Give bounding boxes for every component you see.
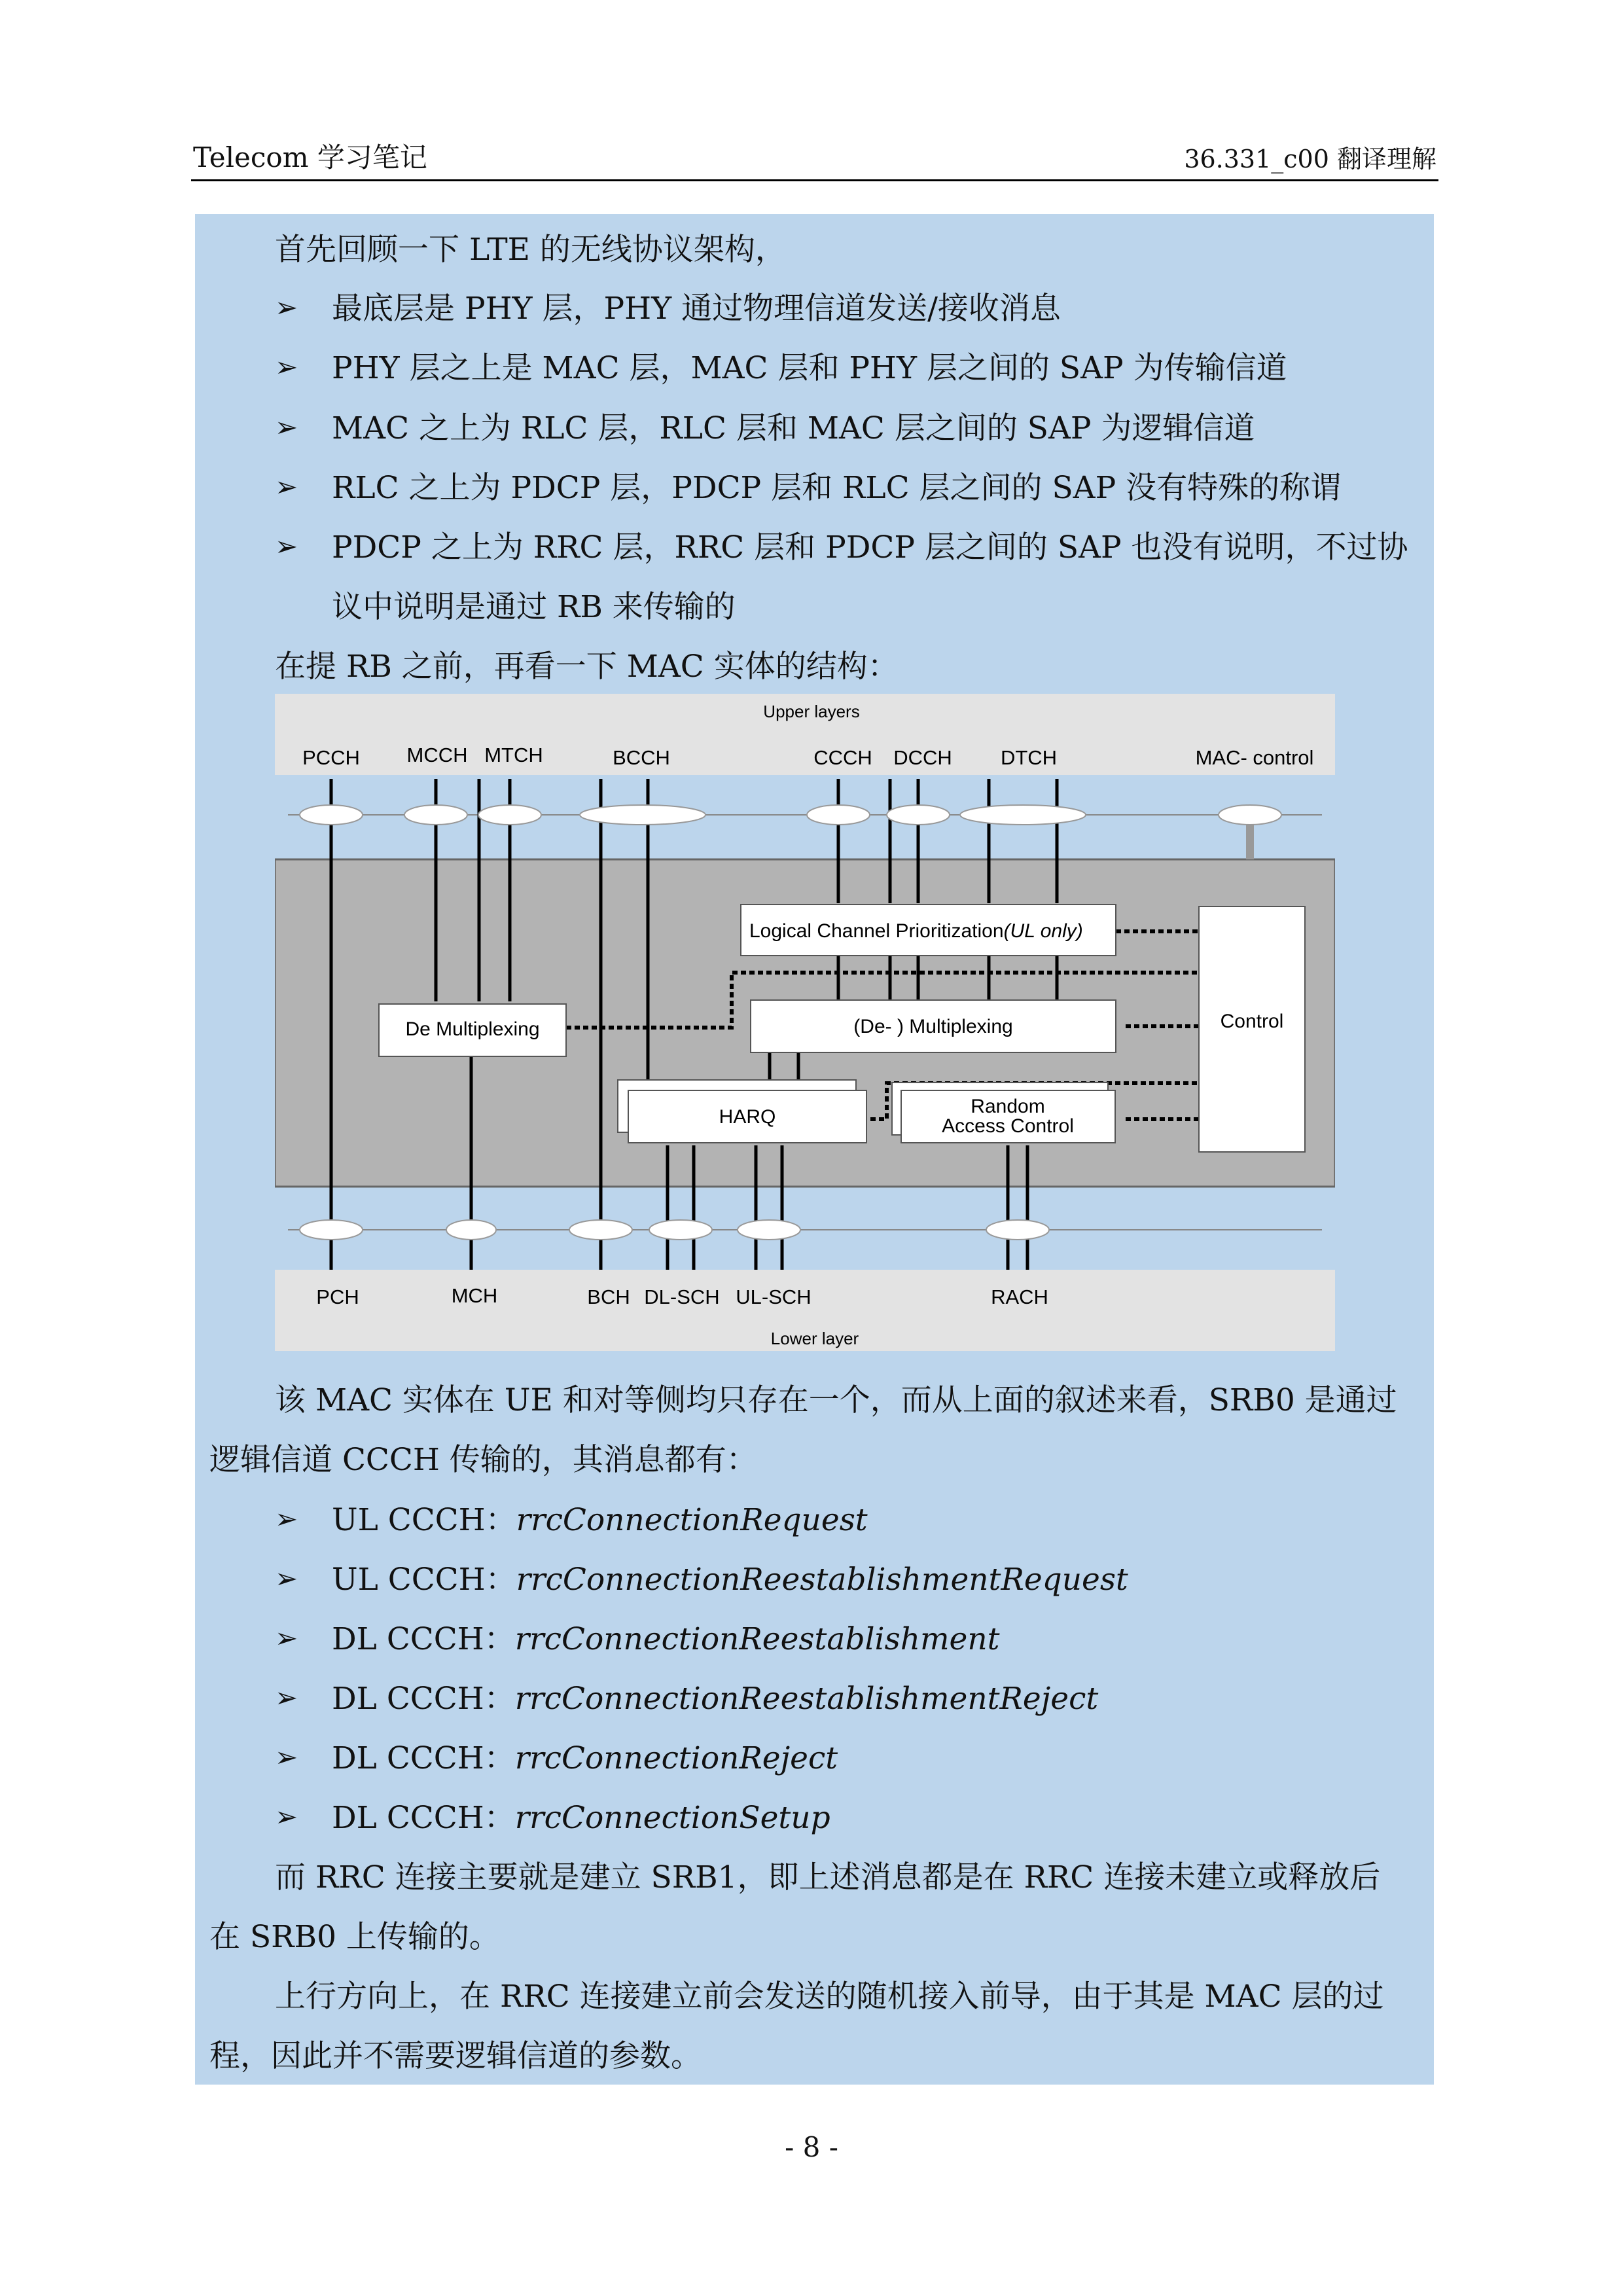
channel-bch: BCH [587, 1285, 630, 1308]
bullet-arrow-icon: ➢ [275, 1503, 298, 1535]
channel-dtch: DTCH [1000, 746, 1058, 769]
channel-dcch: DCCH [893, 746, 952, 769]
before-diagram-text: 在提 RB 之前，再看一下 MAC 实体的结构： [275, 649, 899, 685]
channel-pcch: PCCH [302, 746, 360, 769]
bullet-5: PDCP 之上为 RRC 层，RRC 层和 PDCP 层之间的 SAP 也没有说明，不过协 [332, 529, 1408, 565]
channel-bcch: BCCH [613, 746, 670, 769]
header-right: 36.331_c00 翻译理解 [1184, 145, 1436, 173]
ra-label-line2: Access Control [942, 1115, 1074, 1137]
channel-mcch: MCCH [406, 744, 468, 766]
lcp-label: Logical Channel Prioritization(UL only) [749, 920, 1083, 942]
message-item: UL CCCH：rrcConnectionRequest [332, 1502, 868, 1538]
channel-ccch: CCCH [813, 746, 872, 769]
bullet-arrow-icon: ➢ [275, 471, 298, 503]
bullet-2: PHY 层之上是 MAC 层，MAC 层和 PHY 层之间的 SAP 为传输信道 [332, 350, 1287, 386]
message-item: UL CCCH：rrcConnectionReestablishmentRequest [332, 1562, 1128, 1598]
channel-mtch: MTCH [484, 744, 543, 766]
demux-label: De Multiplexing [405, 1018, 540, 1040]
mux-label: (De- ) Multiplexing [853, 1016, 1013, 1037]
page-number: - 8 - [785, 2131, 838, 2163]
para1-line2: 逻辑信道 CCCH 传输的，其消息都有： [209, 1442, 757, 1478]
bullet-arrow-icon: ➢ [275, 1801, 298, 1833]
para3-line2: 程，因此并不需要逻辑信道的参数。 [209, 2038, 702, 2074]
para2-line2: 在 SRB0 上传输的。 [209, 1919, 500, 1955]
channel-pch: PCH [316, 1285, 359, 1308]
bullet-arrow-icon: ➢ [275, 1622, 298, 1654]
bullet-arrow-icon: ➢ [275, 530, 298, 562]
para1-line1: 该 MAC 实体在 UE 和对等侧均只存在一个，而从上面的叙述来看，SRB0 是通过 [275, 1382, 1397, 1418]
control-label: Control [1220, 1011, 1284, 1032]
bullet-arrow-icon: ➢ [275, 291, 298, 323]
mac-structure-diagram [275, 694, 1335, 1352]
channel-ul-sch: UL-SCH [736, 1285, 812, 1308]
bullet-5-continued: 议中说明是通过 RB 来传输的 [332, 589, 736, 625]
para2-line1: 而 RRC 连接主要就是建立 SRB1，即上述消息都是在 RRC 连接未建立或释放后 [275, 1859, 1381, 1895]
bullet-3: MAC 之上为 RLC 层，RLC 层和 MAC 层之间的 SAP 为逻辑信道 [332, 410, 1255, 446]
bullet-4: RLC 之上为 PDCP 层，PDCP 层和 RLC 层之间的 SAP 没有特殊的称谓 [332, 470, 1342, 506]
para3-line1: 上行方向上，在 RRC 连接建立前会发送的随机接入前导，由于其是 MAC 层的过 [275, 1979, 1384, 2015]
intro-text: 首先回顾一下 LTE 的无线协议架构， [275, 232, 786, 268]
channel-mch: MCH [451, 1284, 498, 1307]
bullet-arrow-icon: ➢ [275, 351, 298, 383]
message-item: DL CCCH：rrcConnectionReestablishmentReject [332, 1681, 1099, 1717]
bullet-arrow-icon: ➢ [275, 1681, 298, 1713]
header-left: Telecom 学习笔记 [193, 141, 427, 173]
message-item: DL CCCH：rrcConnectionReestablishment [332, 1621, 1000, 1657]
bullet-arrow-icon: ➢ [275, 1562, 298, 1594]
upper-layers-label: Upper layers [763, 702, 860, 721]
message-item: DL CCCH：rrcConnectionSetup [332, 1800, 830, 1836]
bullet-arrow-icon: ➢ [275, 1741, 298, 1773]
channel-dl-sch: DL-SCH [644, 1285, 720, 1308]
channel-mac-control: MAC- control [1195, 746, 1314, 769]
ra-label-line1: Random [971, 1096, 1045, 1117]
header-rule [191, 179, 1438, 181]
bullet-arrow-icon: ➢ [275, 411, 298, 443]
lower-layer-label: Lower layer [770, 1329, 859, 1348]
message-item: DL CCCH：rrcConnectionReject [332, 1740, 838, 1776]
bullet-1: 最底层是 PHY 层，PHY 通过物理信道发送/接收消息 [332, 291, 1061, 327]
harq-label: HARQ [719, 1106, 776, 1128]
channel-rach: RACH [991, 1285, 1048, 1308]
